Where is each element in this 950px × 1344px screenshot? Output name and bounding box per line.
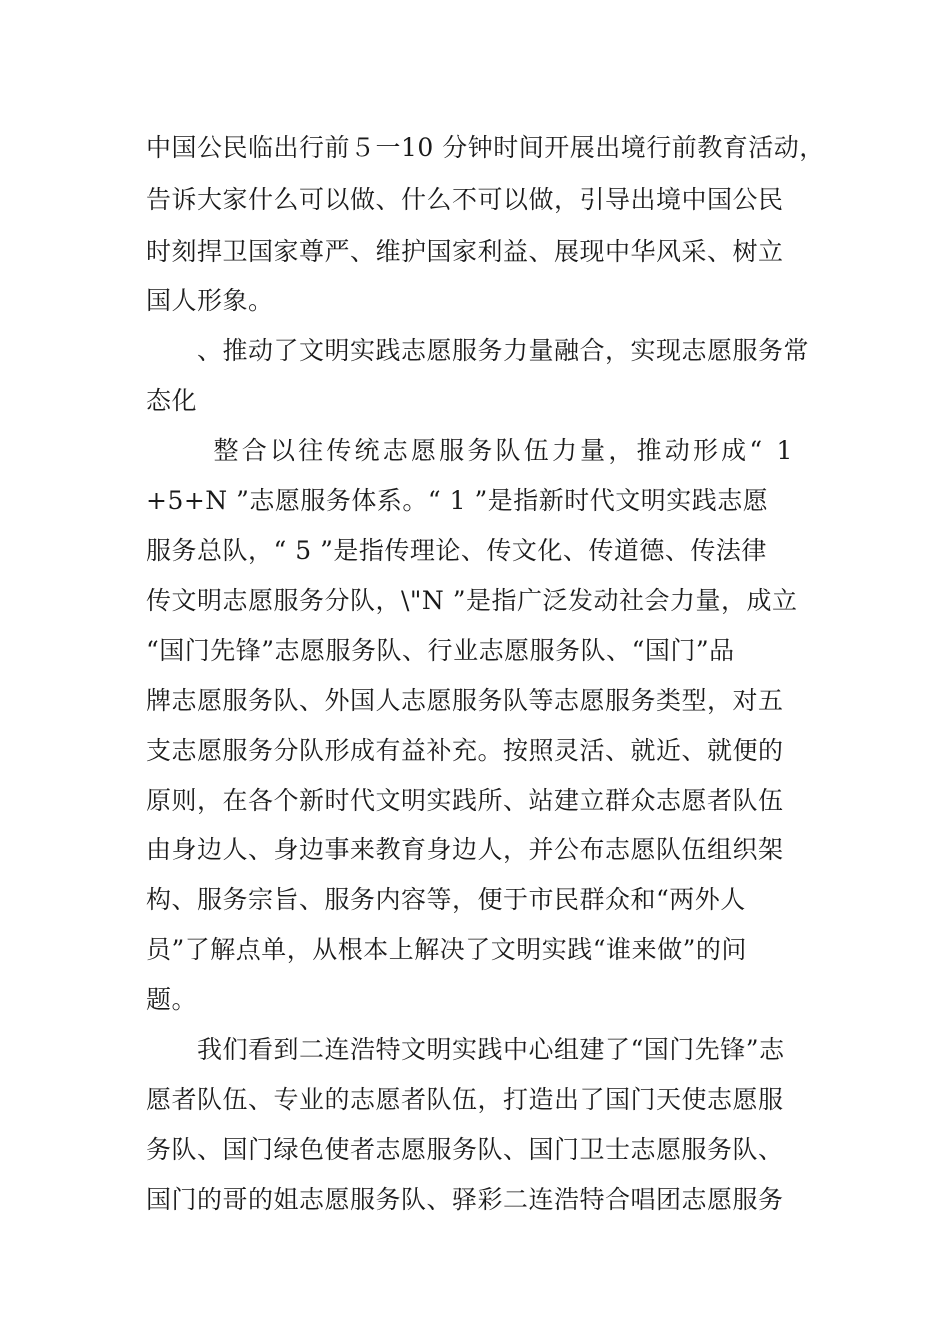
text-line: 题。 bbox=[146, 985, 198, 1014]
text-line: 员”了解点单，从根本上解决了文明实践“谁来做”的问 bbox=[146, 935, 747, 964]
text-line: 时刻捍卫国家尊严、维护国家利益、展现中华风采、树立 bbox=[146, 237, 784, 266]
text-line: 支志愿服务分队形成有益补充。按照灵活、就近、就便的 bbox=[146, 736, 784, 765]
text-line: 国门的哥的姐志愿服务队、驿彩二连浩特合唱团志愿服务 bbox=[146, 1185, 784, 1214]
text-line: 原则，在各个新时代文明实践所、站建立群众志愿者队伍 bbox=[146, 786, 784, 815]
text-line: 愿者队伍、专业的志愿者队伍，打造出了国门天使志愿服 bbox=[146, 1085, 784, 1114]
text-line: 务队、国门绿色使者志愿服务队、国门卫士志愿服务队、 bbox=[146, 1135, 784, 1164]
text-line: 告诉大家什么可以做、什么不可以做，引导出境中国公民 bbox=[146, 185, 784, 214]
text-line: 国人形象。 bbox=[146, 286, 274, 315]
text-line: +5+N ”志愿服务体系。“ 1 ”是指新时代文明实践志愿 bbox=[146, 486, 769, 515]
text-line: 我们看到二连浩特文明实践中心组建了“国门先锋”志 bbox=[146, 1035, 785, 1064]
text-line: 整合以往传统志愿服务队伍力量，推动形成“ 1 bbox=[146, 436, 796, 465]
text-line: 服务总队，“ 5 ”是指传理论、传文化、传道德、传法律 bbox=[146, 536, 767, 565]
section-heading-continued: 态化 bbox=[146, 386, 198, 415]
text-line: “国门先锋”志愿服务队、行业志愿服务队、“国门”品 bbox=[146, 636, 735, 665]
text-line: 牌志愿服务队、外国人志愿服务队等志愿服务类型，对五 bbox=[146, 686, 784, 715]
text-line: 传文明志愿服务分队，\"N ”是指广泛发动社会力量，成立 bbox=[146, 586, 798, 615]
text-line: 中国公民临出行前５一10 分钟时间开展出境行前教育活动， bbox=[146, 133, 825, 162]
section-heading: 、推动了文明实践志愿服务力量融合，实现志愿服务常 bbox=[146, 336, 810, 365]
text-line: 由身边人、身边事来教育身边人，并公布志愿队伍组织架 bbox=[146, 835, 784, 864]
text-line: 构、服务宗旨、服务内容等，便于市民群众和“两外人 bbox=[146, 885, 746, 914]
